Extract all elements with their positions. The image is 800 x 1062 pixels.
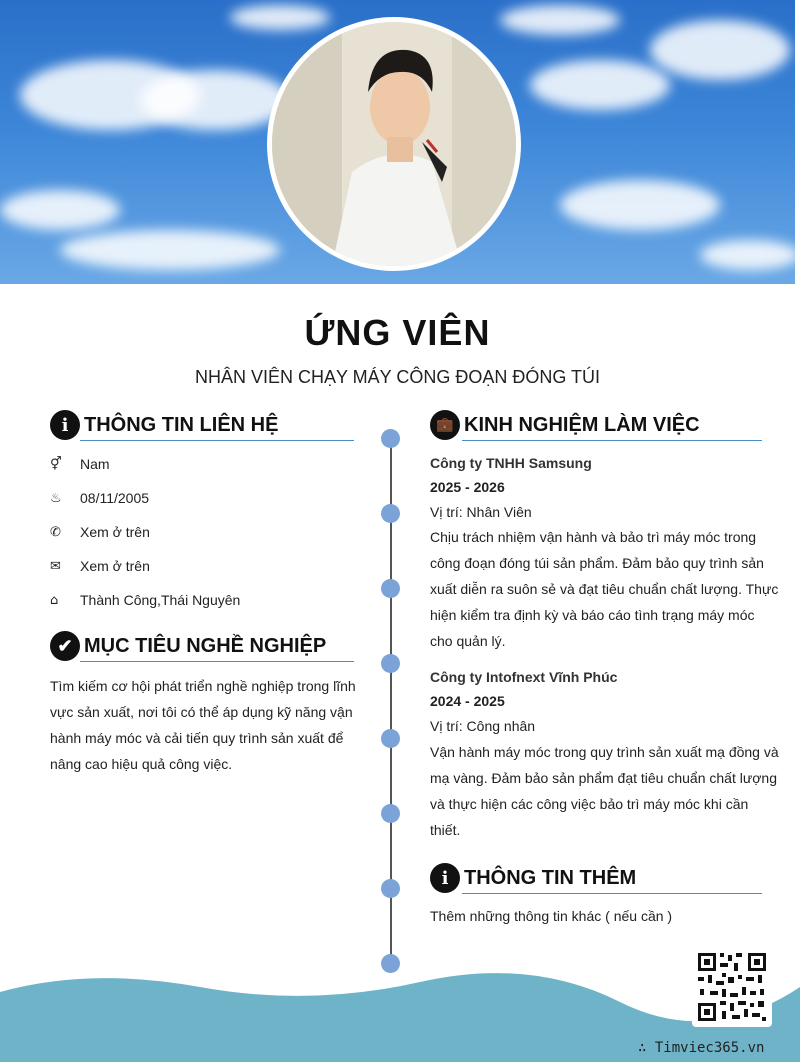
info-icon: i [430, 863, 460, 893]
job-description-line: Chịu trách nhiệm vận hành và bảo trì máy móc trong [430, 529, 757, 545]
job-position: Vị trí: Công nhân [430, 718, 536, 734]
candidate-name: ỨNG VIÊN [304, 312, 491, 353]
qr-code[interactable] [692, 947, 772, 1027]
job-description-line: xuất diễn ra suôn sẻ và đạt tiêu chuẩn chất lượng. Thực [430, 581, 779, 597]
contact-section-header [50, 408, 278, 442]
experience-section-header [430, 408, 700, 442]
timeline-dot [381, 954, 400, 973]
candidate-role: NHÂN VIÊN CHẠY MÁY CÔNG ĐOẠN ĐÓNG TÚI [194, 367, 601, 387]
birthday-cake-icon: ♨ [50, 490, 62, 506]
objective-section-header [50, 629, 326, 663]
objective-line: vực sản xuất, nơi tôi có thể áp dụng kỹ năng vận [50, 704, 353, 720]
timeline-dot [381, 729, 400, 748]
section-divider [80, 440, 354, 441]
job-description-line: công đoạn đóng túi sản phẩm. Đảm bảo quy trình sản [430, 555, 764, 571]
contact-email: Xem ở trên [80, 558, 150, 574]
objective-line: nâng cao hiệu quả công việc. [50, 756, 233, 772]
section-divider [80, 661, 354, 662]
job-description-line: Vận hành máy móc trong quy trình sản xuất mạ đồng và [430, 744, 779, 760]
objective-line: Tìm kiếm cơ hội phát triển nghề nghiệp trong lĩnh [50, 678, 356, 694]
whatsapp-phone-icon: ✆ [50, 524, 61, 540]
job-description-line: cho quản lý. [430, 633, 506, 649]
info-icon: i [50, 410, 80, 440]
contact-birthday-row [50, 488, 149, 508]
extra-text: Thêm những thông tin khác ( nếu cần ) [430, 908, 673, 924]
gender-icon: ⚥ [50, 456, 62, 472]
email-icon: ✉ [50, 558, 61, 574]
job-position: Vị trí: Nhân Viên [430, 504, 532, 520]
section-divider [462, 440, 762, 441]
objective-line: hành máy móc và cải tiến quy trình sản xuất để [50, 730, 344, 746]
contact-gender-row [50, 454, 110, 474]
checkmark-icon: ✔ [50, 631, 80, 661]
contact-birthday: 08/11/2005 [80, 490, 150, 506]
timeline-dot [381, 504, 400, 523]
contact-email-row [50, 556, 150, 576]
objective-text [50, 673, 360, 777]
job-description [430, 524, 790, 654]
job-description-line: hiện kiểm tra định kỳ và báo cáo tình trạng máy móc [430, 607, 755, 623]
contact-phone: Xem ở trên [80, 524, 150, 540]
job-company: Công ty Intofnext Vĩnh Phúc [430, 669, 618, 685]
profile-photo [272, 22, 516, 266]
profile-photo-frame [267, 17, 521, 271]
home-icon: ⌂ [50, 592, 59, 608]
contact-gender: Nam [80, 456, 110, 472]
timeline-dot [381, 654, 400, 673]
extra-section-title: THÔNG TIN THÊM [464, 866, 637, 889]
experience-section-title: KINH NGHIỆM LÀM VIỆC [464, 413, 700, 436]
section-divider [462, 893, 762, 894]
contact-section-title: THÔNG TIN LIÊN HỆ [84, 413, 279, 436]
contact-address-row [50, 590, 240, 610]
job-description-line: mạ vàng. Đảm bảo sản phẩm đạt tiêu chuẩn chất lượng [430, 770, 777, 786]
job-company: Công ty TNHH Samsung [430, 455, 592, 471]
extra-section-header [430, 861, 636, 895]
contact-phone-row [50, 522, 150, 542]
job-description-line: thiết. [430, 822, 461, 838]
footer-brand[interactable]: ∴ Timviec365.vn [638, 1040, 765, 1056]
timeline-dot [381, 804, 400, 823]
objective-section-title: MỤC TIÊU NGHỀ NGHIỆP [84, 634, 327, 657]
job-years: 2025 - 2026 [430, 479, 505, 495]
briefcase-icon: 💼 [430, 410, 460, 440]
job-years: 2024 - 2025 [430, 693, 505, 709]
contact-address: Thành Công,Thái Nguyên [80, 592, 241, 608]
timeline-dot [381, 879, 400, 898]
timeline-dot [381, 579, 400, 598]
job-description-line: và thực hiện các công việc bảo trì máy móc khi cần [430, 796, 749, 812]
timeline-dot [381, 429, 400, 448]
job-description [430, 739, 790, 843]
